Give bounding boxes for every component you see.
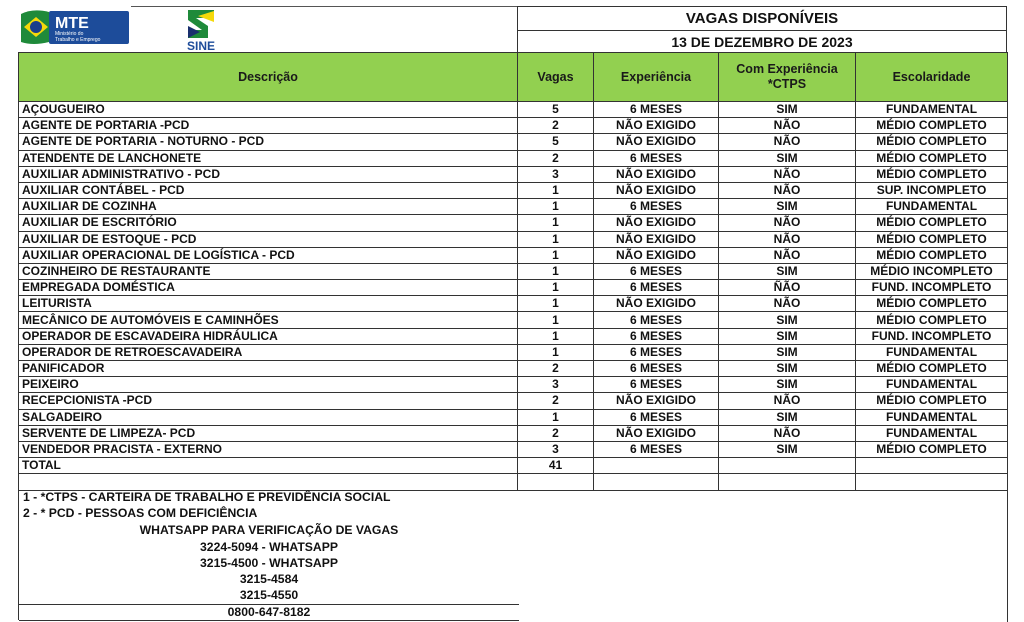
cell-vagas: 1 (518, 344, 594, 360)
cell-experiencia: 6 MESES (594, 312, 719, 328)
cell-experiencia: 6 MESES (594, 441, 719, 457)
column-header-vagas: Vagas (518, 53, 594, 102)
total-label: TOTAL (19, 458, 518, 474)
svg-text:SINE: SINE (186, 39, 216, 52)
cell-escolaridade: MÉDIO COMPLETO (856, 150, 1008, 166)
cell-vagas: 1 (518, 247, 594, 263)
table-row (19, 199, 1008, 215)
cell-com-experiencia-ctps: SIM (719, 377, 856, 393)
cell-escolaridade: FUNDAMENTAL (856, 102, 1008, 118)
mte-logo (19, 8, 129, 46)
cell-experiencia: 6 MESES (594, 150, 719, 166)
cell-com-experiencia-ctps: SIM (719, 312, 856, 328)
cell-vagas: 2 (518, 118, 594, 134)
cell-vagas: 1 (518, 409, 594, 425)
cell-experiencia: 6 MESES (594, 377, 719, 393)
cell-experiencia: NÃO EXIGIDO (594, 247, 719, 263)
cell-escolaridade: MÉDIO COMPLETO (856, 296, 1008, 312)
title-box (517, 6, 1007, 52)
phone-3: 3215-4584 (239, 572, 299, 586)
table-row (19, 361, 1008, 377)
cell-com-experiencia-ctps: NÃO (719, 296, 856, 312)
cell-vagas: 2 (518, 150, 594, 166)
cell-descricao: PANIFICADOR (19, 361, 518, 377)
cell-experiencia: 6 MESES (594, 199, 719, 215)
cell-descricao: PEIXEIRO (19, 377, 518, 393)
cell-com-experiencia-ctps: NÃO (719, 118, 856, 134)
cell-vagas: 1 (518, 296, 594, 312)
cell-escolaridade: MÉDIO COMPLETO (856, 312, 1008, 328)
phone-1: 3224-5094 - WHATSAPP (200, 540, 338, 554)
cell-com-experiencia-ctps: SIM (719, 150, 856, 166)
cell-descricao: AÇOUGUEIRO (19, 102, 518, 118)
cell-descricao: AUXILIAR ADMINISTRATIVO - PCD (19, 166, 518, 182)
cell-vagas: 3 (518, 377, 594, 393)
page-title: VAGAS DISPONÍVEIS (518, 7, 1006, 31)
cell-vagas: 3 (518, 441, 594, 457)
cell-experiencia: NÃO EXIGIDO (594, 425, 719, 441)
total-row (19, 458, 1008, 474)
cell-escolaridade: FUNDAMENTAL (856, 425, 1008, 441)
cell-descricao: SERVENTE DE LIMPEZA- PCD (19, 425, 518, 441)
cell-escolaridade: MÉDIO INCOMPLETO (856, 263, 1008, 279)
cell-experiencia: NÃO EXIGIDO (594, 118, 719, 134)
cell-descricao: SALGADEIRO (19, 409, 518, 425)
cell-escolaridade: MÉDIO COMPLETO (856, 166, 1008, 182)
date-label: 13 DE DEZEMBRO DE 2023 (671, 34, 853, 50)
cell-escolaridade: FUNDAMENTAL (856, 199, 1008, 215)
table-row (19, 263, 1008, 279)
table-row (19, 441, 1008, 457)
table-row (19, 150, 1008, 166)
cell-vagas: 1 (518, 328, 594, 344)
table-row (19, 344, 1008, 360)
cell-escolaridade: SUP. INCOMPLETO (856, 182, 1008, 198)
cell-vagas: 2 (518, 425, 594, 441)
cell-experiencia: 6 MESES (594, 263, 719, 279)
column-header-experiencia: Experiência (594, 53, 719, 102)
cell-descricao: COZINHEIRO DE RESTAURANTE (19, 263, 518, 279)
cell-descricao: ATENDENTE DE LANCHONETE (19, 150, 518, 166)
svg-text:Ministério do: Ministério do (55, 31, 84, 37)
cell-descricao: AUXILIAR DE ESTOQUE - PCD (19, 231, 518, 247)
footer-bottom-border (19, 620, 519, 621)
table-row (19, 247, 1008, 263)
cell-experiencia: 6 MESES (594, 102, 719, 118)
cell-escolaridade: MÉDIO COMPLETO (856, 247, 1008, 263)
cell-escolaridade: MÉDIO COMPLETO (856, 118, 1008, 134)
cell-vagas: 1 (518, 215, 594, 231)
column-header-ctps-line2: *CTPS (767, 77, 807, 91)
cell-escolaridade: MÉDIO COMPLETO (856, 231, 1008, 247)
cell-experiencia: NÃO EXIGIDO (594, 393, 719, 409)
empty-cell (719, 458, 856, 474)
cell-vagas: 2 (518, 361, 594, 377)
table-row (19, 312, 1008, 328)
cell-escolaridade: FUNDAMENTAL (856, 344, 1008, 360)
cell-vagas: 1 (518, 263, 594, 279)
cell-com-experiencia-ctps: SIM (719, 344, 856, 360)
cell-descricao: AGENTE DE PORTARIA - NOTURNO - PCD (19, 134, 518, 150)
cell-experiencia: NÃO EXIGIDO (594, 231, 719, 247)
cell-vagas: 1 (518, 231, 594, 247)
cell-experiencia: NÃO EXIGIDO (594, 296, 719, 312)
cell-vagas: 1 (518, 182, 594, 198)
cell-com-experiencia-ctps: SIM (719, 102, 856, 118)
footnote-pcd: 2 - * PCD - PESSOAS COM DEFICIÊNCIA (23, 506, 258, 520)
table-row (19, 102, 1008, 118)
table-row (19, 118, 1008, 134)
cell-escolaridade: FUND. INCOMPLETO (856, 280, 1008, 296)
column-header-escolaridade: Escolaridade (856, 53, 1008, 102)
table-row (19, 425, 1008, 441)
cell-vagas: 1 (518, 280, 594, 296)
cell-descricao: LEITURISTA (19, 296, 518, 312)
cell-vagas: 1 (518, 199, 594, 215)
total-value: 41 (518, 458, 594, 474)
cell-descricao: VENDEDOR PRACISTA - EXTERNO (19, 441, 518, 457)
table-row (19, 231, 1008, 247)
page-right-border (1007, 490, 1008, 622)
table-row (19, 328, 1008, 344)
empty-cell (719, 474, 856, 490)
cell-escolaridade: FUNDAMENTAL (856, 377, 1008, 393)
cell-descricao: MECÂNICO DE AUTOMÓVEIS E CAMINHÕES (19, 312, 518, 328)
cell-com-experiencia-ctps: ÑÃO (719, 280, 856, 296)
cell-experiencia: NÃO EXIGIDO (594, 166, 719, 182)
cell-vagas: 1 (518, 312, 594, 328)
cell-descricao: AGENTE DE PORTARIA -PCD (19, 118, 518, 134)
cell-escolaridade: FUNDAMENTAL (856, 409, 1008, 425)
cell-com-experiencia-ctps: NÃO (719, 247, 856, 263)
column-header-descricao: Descrição (19, 53, 518, 102)
cell-com-experiencia-ctps: NÃO (719, 134, 856, 150)
cell-descricao: AUXILIAR DE ESCRITÓRIO (19, 215, 518, 231)
table-row (19, 393, 1008, 409)
cell-com-experiencia-ctps: SIM (719, 328, 856, 344)
table-row (19, 166, 1008, 182)
cell-vagas: 2 (518, 393, 594, 409)
cell-com-experiencia-ctps: SIM (719, 441, 856, 457)
cell-com-experiencia-ctps: NÃO (719, 425, 856, 441)
footnote-ctps: 1 - *CTPS - CARTEIRA DE TRABALHO E PREVIDÊNCIA SOCIAL (23, 490, 391, 504)
cell-com-experiencia-ctps: SIM (719, 361, 856, 377)
cell-descricao: AUXILIAR OPERACIONAL DE LOGÍSTICA - PCD (19, 247, 518, 263)
sine-logo (178, 8, 224, 52)
cell-vagas: 5 (518, 102, 594, 118)
cell-escolaridade: MÉDIO COMPLETO (856, 215, 1008, 231)
cell-descricao: EMPREGADA DOMÉSTICA (19, 280, 518, 296)
table-row (19, 296, 1008, 312)
column-header-com-experiencia-ctps (719, 53, 856, 102)
cell-experiencia: 6 MESES (594, 328, 719, 344)
table-row (19, 409, 1008, 425)
cell-experiencia: NÃO EXIGIDO (594, 182, 719, 198)
cell-com-experiencia-ctps: NÃO (719, 231, 856, 247)
empty-cell (594, 474, 719, 490)
cell-vagas: 3 (518, 166, 594, 182)
cell-descricao: OPERADOR DE ESCAVADEIRA HIDRÁULICA (19, 328, 518, 344)
cell-escolaridade: MÉDIO COMPLETO (856, 134, 1008, 150)
cell-descricao: OPERADOR DE RETROESCAVADEIRA (19, 344, 518, 360)
cell-escolaridade: MÉDIO COMPLETO (856, 393, 1008, 409)
cell-experiencia: 6 MESES (594, 280, 719, 296)
table-row (19, 215, 1008, 231)
cell-descricao: AUXILIAR CONTÁBEL - PCD (19, 182, 518, 198)
cell-descricao: AUXILIAR DE COZINHA (19, 199, 518, 215)
phone-2: 3215-4500 - WHATSAPP (200, 556, 338, 570)
empty-cell (518, 474, 594, 490)
cell-vagas: 5 (518, 134, 594, 150)
cell-com-experiencia-ctps: SIM (719, 199, 856, 215)
vacancies-table (18, 52, 1008, 491)
cell-experiencia: 6 MESES (594, 361, 719, 377)
svg-text:Trabalho e Emprego: Trabalho e Emprego (55, 37, 101, 43)
cell-com-experiencia-ctps: NÃO (719, 166, 856, 182)
mte-logo-text: MTE (55, 15, 89, 32)
table-header-row (19, 53, 1008, 102)
toll-free-phone: 0800-647-8182 (227, 605, 311, 619)
blank-row (19, 474, 1008, 490)
table-row (19, 377, 1008, 393)
cell-com-experiencia-ctps: NÃO (719, 182, 856, 198)
cell-escolaridade: MÉDIO COMPLETO (856, 441, 1008, 457)
empty-cell (856, 474, 1008, 490)
empty-cell (856, 458, 1008, 474)
footer-notes (18, 490, 518, 620)
cell-com-experiencia-ctps: NÃO (719, 393, 856, 409)
cell-com-experiencia-ctps: SIM (719, 409, 856, 425)
cell-com-experiencia-ctps: SIM (719, 263, 856, 279)
cell-experiencia: 6 MESES (594, 409, 719, 425)
whatsapp-heading: WHATSAPP PARA VERIFICAÇÃO DE VAGAS (139, 523, 399, 537)
cell-experiencia: NÃO EXIGIDO (594, 215, 719, 231)
cell-com-experiencia-ctps: NÃO (719, 215, 856, 231)
cell-descricao: RECEPCIONISTA -PCD (19, 393, 518, 409)
empty-cell (594, 458, 719, 474)
column-header-ctps-line1: Com Experiência (736, 62, 838, 76)
cell-escolaridade: MÉDIO COMPLETO (856, 361, 1008, 377)
cell-experiencia: 6 MESES (594, 344, 719, 360)
phone-4: 3215-4550 (239, 588, 299, 602)
table-row (19, 134, 1008, 150)
cell-experiencia: NÃO EXIGIDO (594, 134, 719, 150)
empty-cell (19, 474, 518, 490)
table-row (19, 280, 1008, 296)
cell-escolaridade: FUND. INCOMPLETO (856, 328, 1008, 344)
header-rule (131, 6, 519, 7)
table-row (19, 182, 1008, 198)
